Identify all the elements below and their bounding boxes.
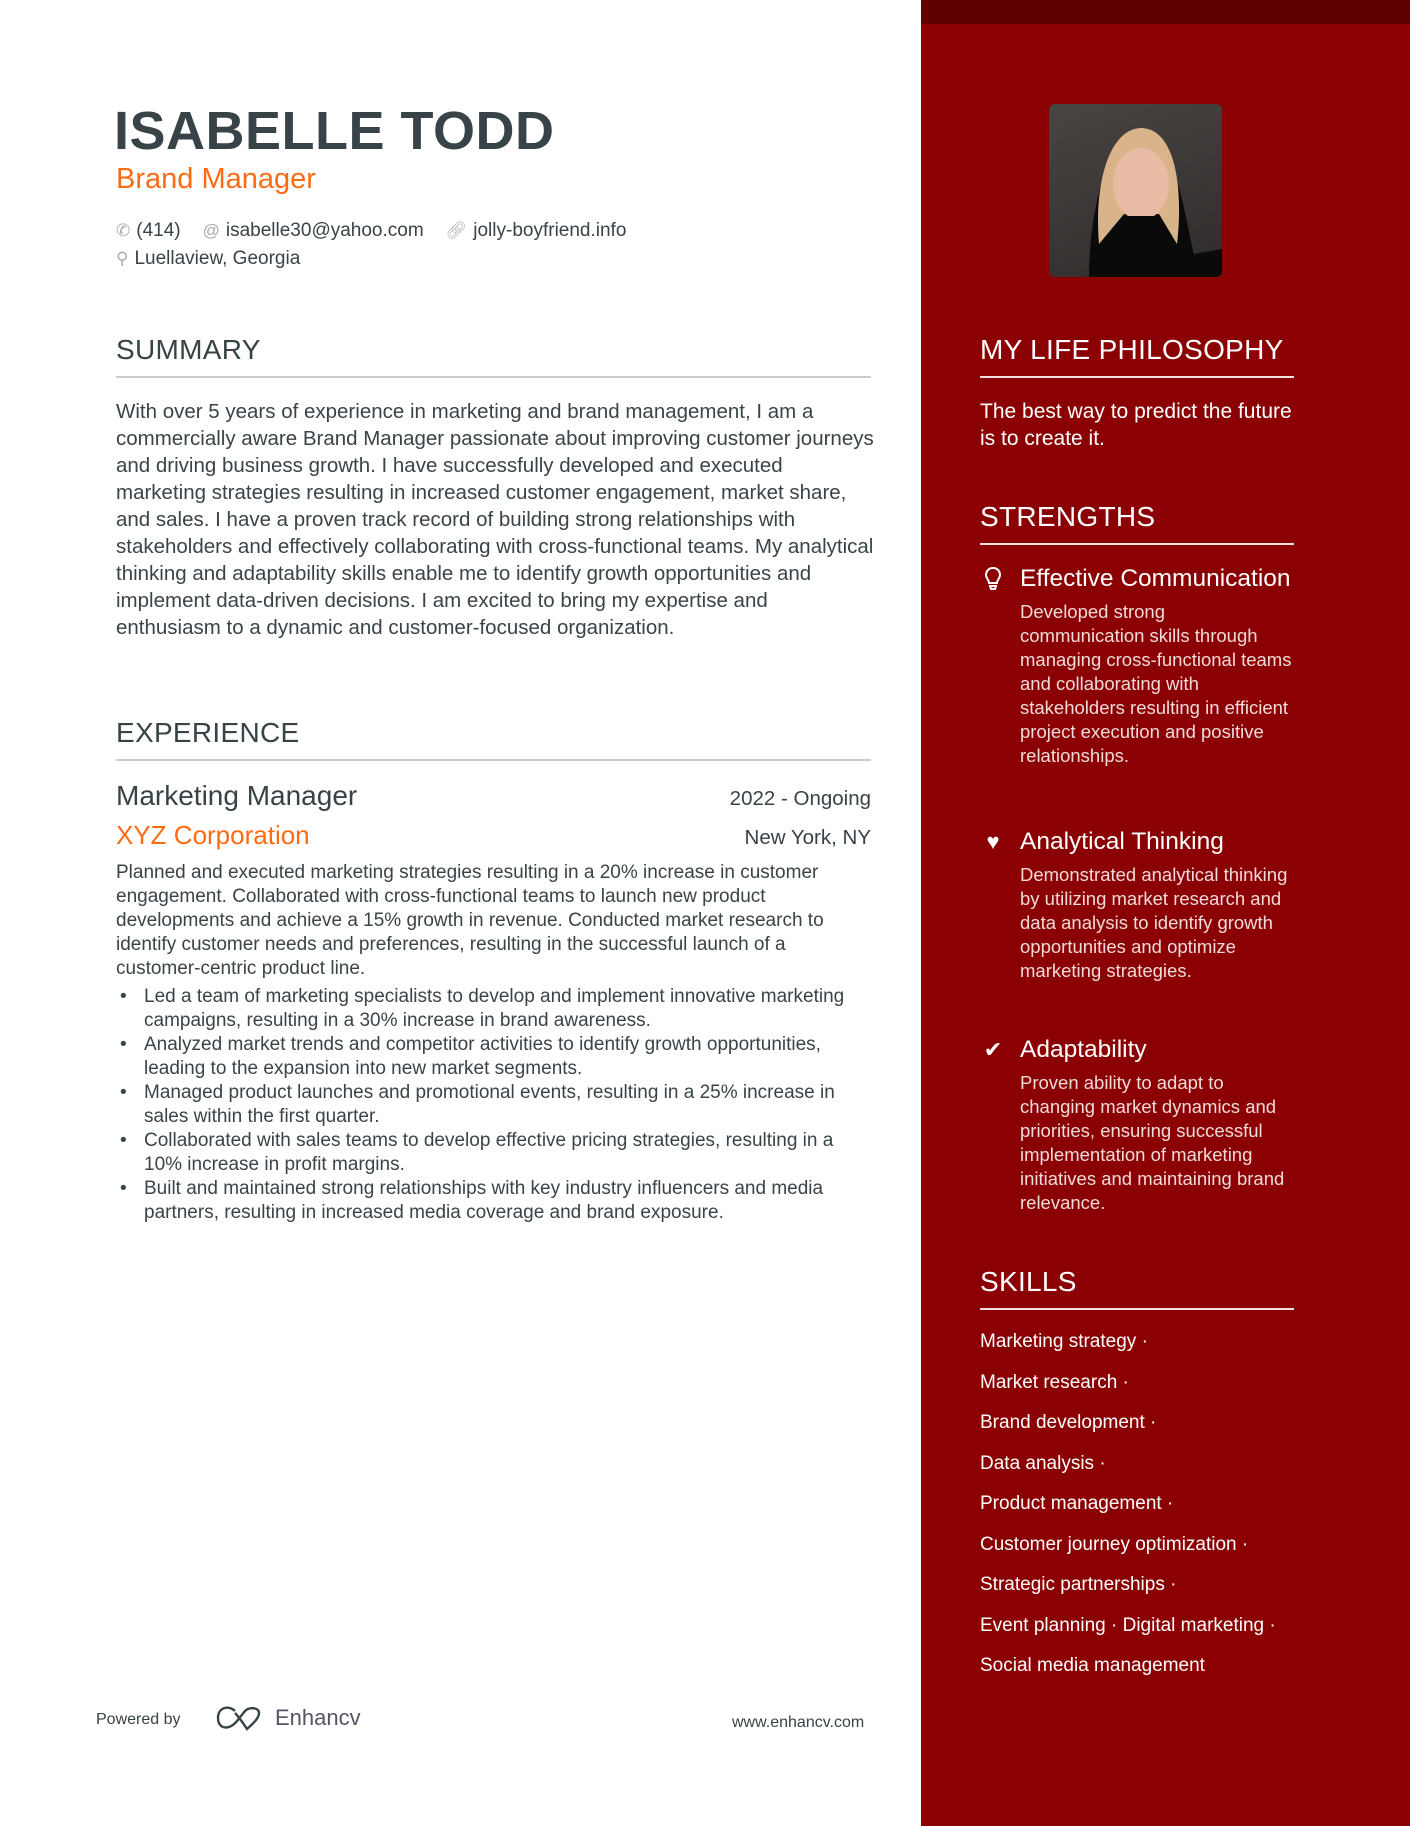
profile-photo xyxy=(1049,104,1222,277)
portrait-image xyxy=(1049,104,1222,277)
job-bullet: • Collaborated with sales teams to develop effective pricing strategies, resulting in a 10% increase in profit margins. xyxy=(144,1129,871,1177)
candidate-title: Brand Manager xyxy=(116,163,316,195)
job-dates: 2022 - Ongoing xyxy=(729,787,871,810)
location xyxy=(116,248,300,270)
phone-icon: ✆ xyxy=(116,221,131,240)
job-bullet: • Analyzed market trends and competitor activities to identify growth opportunities, leading to the expansion into new market segments. xyxy=(144,1033,871,1081)
skill-line: Marketing strategy · xyxy=(980,1331,1148,1352)
email[interactable] xyxy=(203,220,424,242)
enhancv-logo-icon xyxy=(215,1705,263,1731)
candidate-name: ISABELLE TODD xyxy=(114,101,555,161)
philosophy-quote: The best way to predict the future is to create it. xyxy=(980,400,1292,450)
phone xyxy=(116,220,181,242)
job-description: Planned and executed marketing strategies resulting in a 20% increase in customer engagement. Collaborated with cross-functional teams to launch new product developments and achieve a 15% growth in revenue. Conducted market research to identify customer needs and preferences, resulting in the successful launch of a customer-centric product line. xyxy=(116,862,824,979)
skill-line: Data analysis · xyxy=(980,1452,1106,1474)
contact-info xyxy=(116,217,876,273)
job-bullet: • Built and maintained strong relationships with key industry influencers and media partners, resulting in increased media coverage and brand exposure. xyxy=(144,1177,871,1225)
location-text: Luellaview, Georgia xyxy=(134,248,301,269)
powered-by: Powered by xyxy=(96,1711,181,1728)
skill-line: Product management · xyxy=(980,1493,1174,1514)
skill-line: Event planning · Digital marketing · xyxy=(980,1614,1276,1636)
skill-line: Brand development · xyxy=(980,1412,1157,1433)
enhancv-logo[interactable] xyxy=(215,1705,361,1731)
strength-description: Demonstrated analytical thinking by utilizing market research and data analysis to identify growth opportunities and optimize marketing strategies. xyxy=(1020,864,1288,981)
skill-line: Social media management xyxy=(980,1655,1205,1676)
lightbulb-icon xyxy=(980,566,1006,596)
job-location: New York, NY xyxy=(744,826,871,849)
skills-list xyxy=(980,1322,1310,1687)
job-role: Marketing Manager xyxy=(116,780,358,811)
strength-title: Analytical Thinking xyxy=(1020,828,1224,855)
sidebar-top-band xyxy=(921,0,1410,24)
strength-title: Adaptability xyxy=(1020,1036,1147,1063)
summary-heading: SUMMARY xyxy=(116,334,871,378)
skill-line: Market research · xyxy=(980,1371,1129,1393)
location-pin-icon: ⚲ xyxy=(116,249,129,268)
experience-heading: EXPERIENCE xyxy=(116,717,871,761)
job-bullet: • Managed product launches and promotional events, resulting in a 25% increase in sales within the first quarter. xyxy=(144,1081,871,1129)
enhancv-brand: Enhancv xyxy=(275,1705,361,1730)
at-icon: @ xyxy=(202,221,220,240)
strength-description: Developed strong communication skills through managing cross-functional teams and collaborating with stakeholders resulting in efficient project execution and positive relationships. xyxy=(1020,601,1292,766)
job-entry xyxy=(116,780,871,1225)
job-company: XYZ Corporation xyxy=(116,820,310,850)
skill-line: Customer journey optimization · xyxy=(980,1533,1249,1555)
strength-description: Proven ability to adapt to changing market dynamics and priorities, ensuring successful implementation of marketing initiatives and maintaining brand relevance. xyxy=(1020,1072,1285,1213)
email-text[interactable]: isabelle30@yahoo.com xyxy=(225,220,424,241)
heart-icon: ♥ xyxy=(986,829,1000,854)
footer-url[interactable]: www.enhancv.com xyxy=(732,1714,865,1731)
job-bullets xyxy=(144,985,871,1225)
link-icon: 🔗︎ xyxy=(445,221,468,240)
phone-text: (414) xyxy=(136,220,181,241)
skill-line: Strategic partnerships · xyxy=(980,1574,1177,1595)
check-icon: ✔ xyxy=(983,1037,1003,1062)
strength-title: Effective Communication xyxy=(1020,565,1291,592)
strengths-heading: STRENGTHS xyxy=(980,501,1294,545)
job-bullet: • Led a team of marketing specialists to develop and implement innovative marketing campaigns, resulting in a 30% increase in brand awareness. xyxy=(144,985,871,1033)
skills-heading: SKILLS xyxy=(980,1266,1294,1310)
strength-item xyxy=(980,1035,1294,1215)
summary-text: With over 5 years of experience in marketing and brand management, I am a commercially aware Brand Manager passionate about improving customer journeys and driving business growth. I have successfully developed and executed marketing strategies resulting in increased customer engagement, market share, and sales. I have a proven track record of building strong relationships with stakeholders and effectively collaborating with cross-functional teams. My analytical thinking and adaptability skills enable me to identify growth opportunities and implement data-driven decisions. I am excited to bring my expertise and enthusiasm to a dynamic and customer-focused organization. xyxy=(116,400,874,639)
strength-item xyxy=(980,564,1294,768)
philosophy-heading: MY LIFE PHILOSOPHY xyxy=(980,334,1294,378)
strength-item xyxy=(980,827,1294,983)
website-text[interactable]: jolly-boyfriend.info xyxy=(473,220,627,241)
website[interactable] xyxy=(446,220,627,242)
